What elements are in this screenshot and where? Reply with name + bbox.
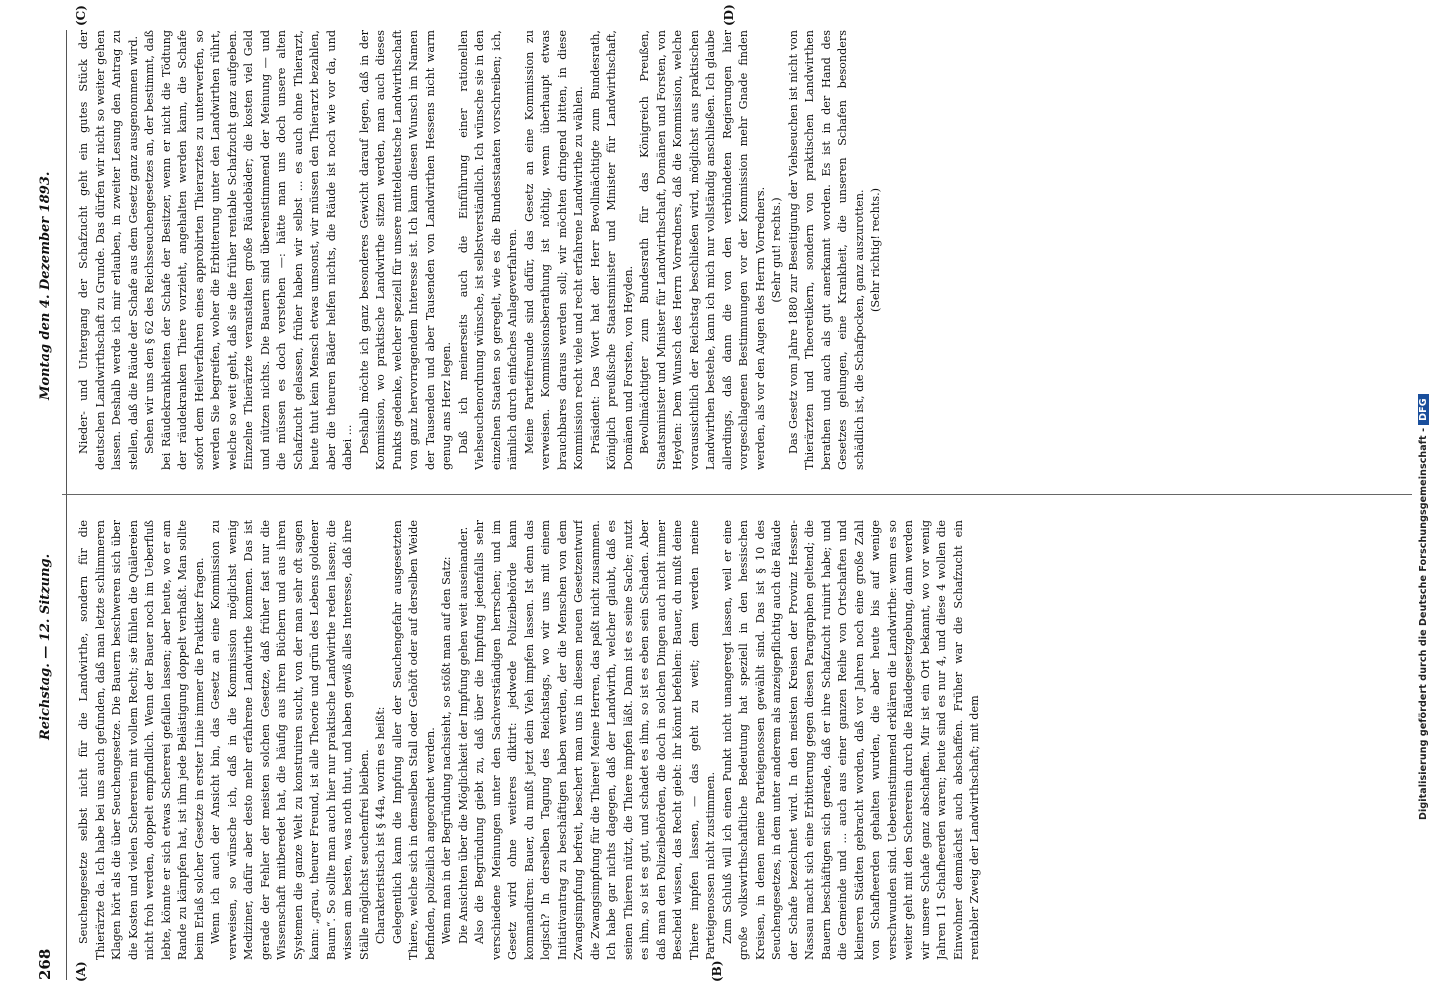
right-text-column [76, 30, 1396, 470]
margin-marker-d: (D) [722, 4, 736, 26]
paragraph: Wenn man in der Begründung nachsieht, so stößt man auf den Satz: [440, 556, 453, 944]
credit-text: Digitalisierung gefördert durch die Deutsche Forschungsgemeinschaft - [1418, 427, 1429, 820]
paragraph: Zum Schluß will ich einen Punkt nicht unangeregt lassen, weil er eine große volkswirthschaftliche Bedeutung hat speziell in den hessischen Kreisen, in denen meine Parteigenossen gewählt sind. Das ist § 10 des Seuchengesetzes, in dem unter anderem als anzeigepflichtig auch die Räude der Schafe bezeichnet wird. In den meisten Kreisen der Provinz Hessen-Nassau macht sich eine Erbitterung gegen diesen Paragraphen geltend; die Bauern beschäftigen sich gerade, daß er ihre Schafzucht ruinirt habe; und die Gemeinde und ... auch aus einer ganzen Reihe von Ortschaften und kleineren Städten gebracht worden, daß vor Jahren noch eine große Zahl von Schafheerden gehalten wurden, die aber heute bis auf wenige verschwunden sind. Uebereinstimmend erklären die Landwirthe: wenn es so weiter geht mit den Schererein durch die Räudegesetzgebung, dann werden wir unsere Schafe ganz abschaffen. Mir ist ein Ort bekannt, wo vor wenig Jahren 11 Schafheerden waren; heute sind es nur 4, und diese 4 wollen die Einwohner demnächst auch abschaffen. Früher war die Schafzucht ein rentabler Zweig der Landwirthschaft; mit dem [720, 520, 981, 960]
running-header [32, 0, 62, 1000]
paragraph: Das Gesetz vom Jahre 1880 zur Beseitigung der Viehseuchen ist nicht von Thierärzten und Theoretikern, sondern von praktischen Landwirthen berathen und auch als gut anerkannt worden. Es ist in der Hand des Gesetzes gelungen, eine Krankheit, die unseren Schafen besonders schädlich ist, die Schafpocken, ganz auszurotten. [786, 30, 866, 470]
speaker-paragraph: Präsident: Das Wort hat der Herr Bevollmächtigte zum Bundesrath, Königlich preußische Staatsminister und Minister für Landwirthschaft, Domänen und Forsten, von Heyden. [588, 30, 635, 470]
paragraph: Daß ich meinerseits auch die Einführung einer rationellen Viehseuchenordnung wünsche, ist selbstverständlich. Ich wünsche sie in den einzelnen Staaten so geregelt, wie es die Bundesstaaten vorschreiben; ich, nämlich durch einfaches Anlageverfahren. [456, 30, 519, 470]
paragraph: Wenn ich auch der Ansicht bin, das Gesetz an eine Kommission zu verweisen, so wünsche ich, daß in die Kommission möglichst wenig Mediziner, dafür aber desto mehr erfahrene Landwirthe kommen. Das ist gerade der Fehler der meisten solchen Gesetze, daß früher fast nur die Wissenschaft mitberedet hat, die häufig aus ihren Büchern und aus ihren Systemen die ganze Welt zu konstruiren sucht, von der man sehr oft sagen kann: „grau, theurer Freund, ist alle Theorie und grün des Lebens goldener Baum“. So sollte man auch hier nur praktische Landwirthe reden lassen; die wissen am besten, was noth thut, und haben gewiß alles Interesse, daß ihre Ställe möglichst seuchenfrei bleiben. [209, 520, 371, 960]
margin-marker-a: (A) [74, 961, 88, 982]
digitization-credit [1418, 0, 1432, 820]
paragraph: Charakteristisch ist § 44a, worin es heißt: [374, 706, 387, 944]
paragraph: Seuchengesetze selbst nicht für die Landwirthe, sondern für die Thierärzte da. Ich habe bei uns auch gefunden, daß man letzte schlimmeren Klagen hört als die über Seuchengesetze. Die Bauern beschweren sich über die Kosten und vielen Schererein mit vollem Recht; sie fühlen die Quälereien nicht froh werden, doppelt empfindlich. Wenn der Bauer noch im Ueberfluß lebte, könnte er sich etwas Schererei gefallen lassen; aber heute, wo er am Rande zu kämpfen hat, ist ihm jede Belästigung doppelt verhaßt. Man sollte beim Erlaß solcher Gesetze in erster Linie immer die Praktiker fragen. [77, 520, 206, 960]
margin-marker-c: (C) [74, 5, 88, 26]
quoted-paragraph: Die Ansichten über die Möglichkeit der Impfung gehen weit auseinander. [456, 526, 470, 944]
margin-marker-b: (B) [710, 960, 724, 982]
page-number: 268 [36, 948, 54, 980]
interjection: (Sehr gut! rechts.) [770, 197, 783, 303]
column-divider [62, 494, 1412, 495]
paragraph: Sehen wir uns den § 62 des Reichsseuchengesetzes an, der bestimmt, daß bei Räudekrankheiten der Schafe der Besitzer, wenn er nicht die Tödtung der räudekranken Thiere vorzieht, angehalten werden kann, die Schafe sofort dem Heilverfahren eines approbirten Thierarztes zu unterwerfen, so werden Sie begreifen, woher die Erbitterung unter den Landwirthen rührt, welche so weit geht, daß sie die früher rentable Schafzucht ganz aufgeben. Einzelne Thierärzte veranstalten große Räudebäder; die kosten viel Geld und nützen nichts. Die Bauern sind übereinstimmend der Meinung — und die müssen es doch verstehen —: hätte man uns doch unsere alten Schafzucht gelassen, früher haben wir selbst ... es auch ohne Thierarzt, heute thut kein Mensch etwas umsonst, wir müssen den Thierarzt bezahlen, aber die theuren Bäder helfen nichts, die Räude ist noch wie vor da, und dabei ... [143, 30, 354, 470]
paragraph: Meine Parteifreunde sind dafür, das Gesetz an eine Kommission zu verweisen. Kommissionsberathung ist nöthig, wenn überhaupt etwas brauchbares daraus werden soll; wir möchten dringend bitten, in diese Kommission recht viele und recht erfahrene Landwirthe zu wählen. [522, 30, 585, 470]
quoted-paragraph: Gelegentlich kann die Impfung aller der Seuchengefahr ausgesetzten Thiere, welche sich in demselben Stall oder Gehöft oder auf derselben Weide befinden, polizeilich angeordnet werden. [390, 520, 437, 960]
paragraph: Deshalb möchte ich ganz besonderes Gewicht darauf legen, daß in der Kommission, wo praktische Landwirthe sitzen werden, man auch dieses Punkts gedenke, welcher speziell für unsere mitteldeutsche Landwirthschaft von ganz hervorragendem Interesse ist. Ich kann diesen Wunsch im Namen der Tausenden und aber Tausenden von Landwirthen Hessens nicht warm genug ans Herz legen. [357, 30, 453, 470]
speaker-paragraph: Bevollmächtigter zum Bundesrath für das Königreich Preußen, Staatsminister und Minister für Landwirthschaft, Domänen und Forsten, von Heyden: Dem Wunsch des Herrn Vorredners, daß die Kommission, welche voraussichtlich der Reichstag beschließen wird, möglichst aus praktischen Landwirthen bestehe, kann ich mich nur vollständig anschließen. Ich glaube allerdings, daß dann die von den verbündeten Regierungen hier vorgeschlagenen Bestimmungen vor der Kommission mehr Gnade finden werden, als vor den Augen des Herrn Vorredners. [638, 30, 767, 470]
header-rule [66, 30, 67, 980]
interjection: (Sehr richtig! rechts.) [869, 187, 882, 313]
paragraph: Also die Begründung giebt zu, daß über die Impfung jedenfalls sehr verschiedene Meinungen unter den Sachverständigen herrschen; und im Gesetz wird ohne weiteres diktirt: jedwede Polizeibehörde kann kommandiren: Bauer, du mußt jetzt dein Vieh impfen lassen. Ist denn das logisch? In derselben Tagung des Reichstags, wo wir uns mit einem Initiativantrag zu beschäftigen haben werden, der die Menschen von dem Zwangsimpfung befreit, beschert man uns in diesem neuen Gesetzentwurf die Zwangsimpfung für die Thiere! Meine Herren, das paßt nicht zusammen. Ich habe gar nichts dagegen, daß der Landwirth, welcher glaubt, daß es seinen Thieren nützt, die Thiere impfen läßt. Dann ist es seine Sache; nutzt es ihm, so ist es gut, und schadet es ihm, so ist es eben sein Schaden. Aber daß man den Polizeibehörden, die doch in solchen Dingen auch nicht immer Bescheid wissen, das Recht giebt: ihr könnt befehlen: Bauer, du mußt deine Thiere impfen lassen, — das geht zu weit; dem werden meine Parteigenossen nicht zustimmen. [473, 520, 717, 960]
left-text-column [76, 520, 1396, 960]
dfg-logo-badge: DFG [1418, 394, 1429, 424]
running-title-left: Reichstag. — 12. Sitzung. [38, 553, 53, 740]
running-title-right: Montag den 4. Dezember 1893. [38, 171, 53, 400]
paragraph: Nieder- und Untergang der Schafzucht geht ein gutes Stück der deutschen Landwirthschaft zu Grunde. Das dürfen wir nicht so weiter gehen lassen. Deshalb werde ich mir erlauben, in zweiter Lesung den Antrag zu stellen, daß die Räude der Schafe aus dem Gesetz ganz ausgenommen wird. [77, 30, 140, 470]
